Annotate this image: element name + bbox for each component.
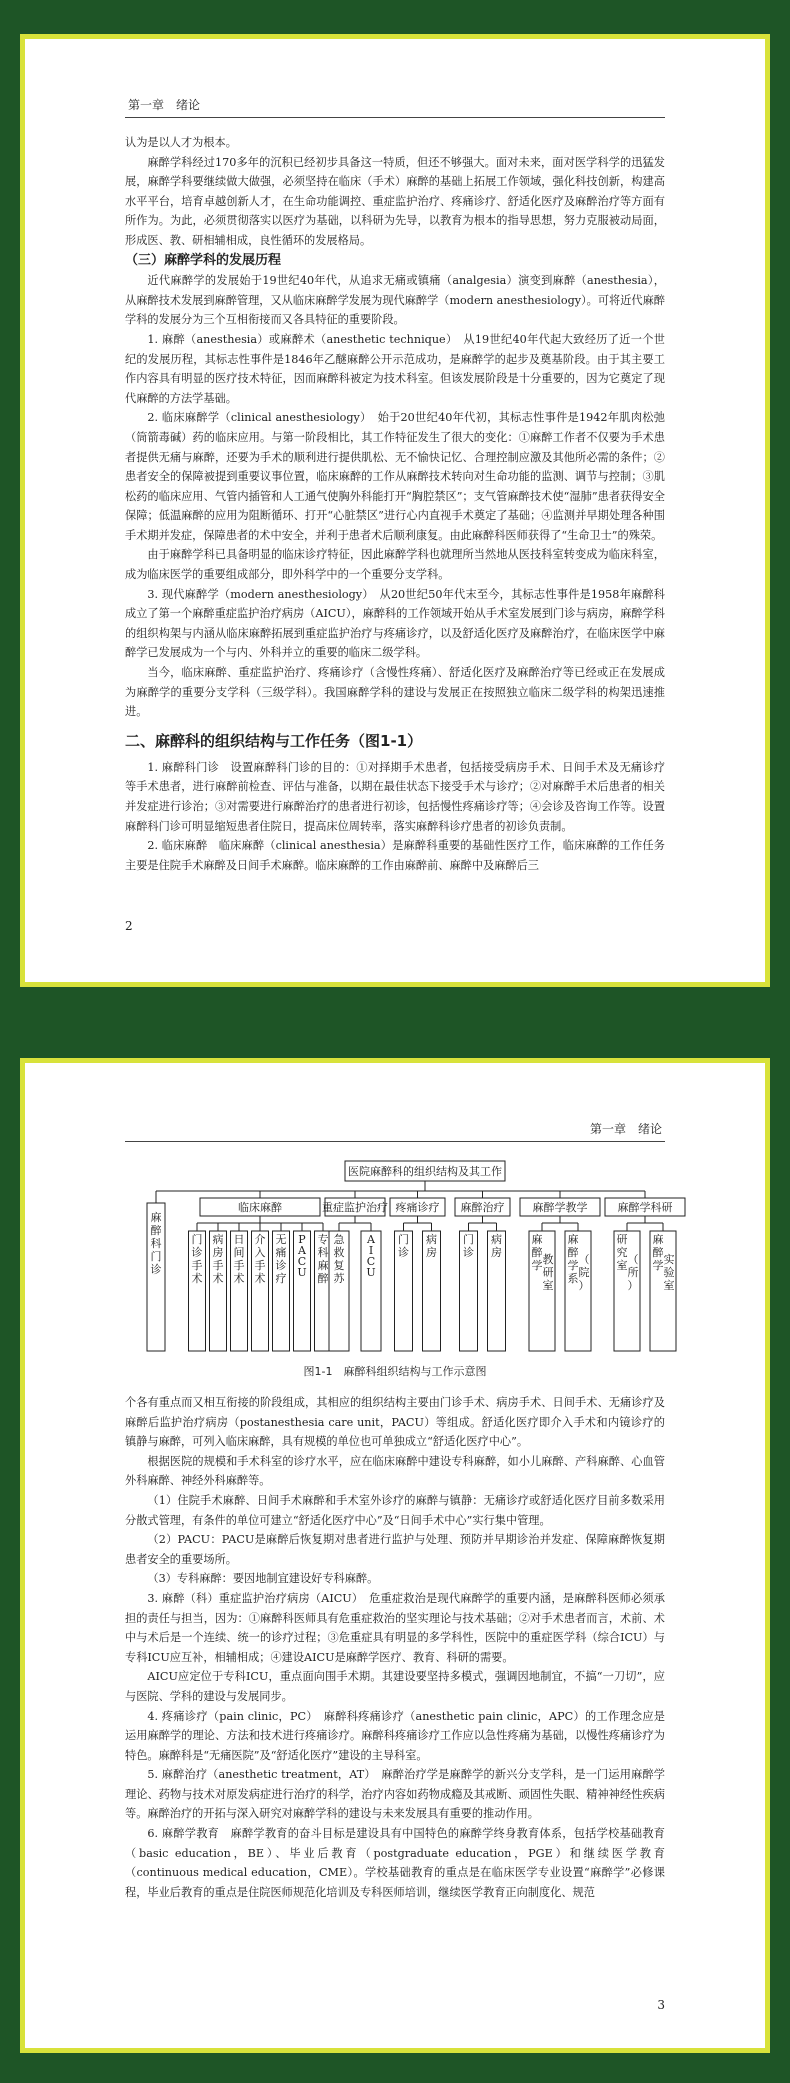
running-header: 第一章 绪论 [128,98,201,112]
chart-leaf-label: 日间手术 [233,1233,245,1285]
chart-leaf-label: （所） [627,1253,639,1292]
book-page-2 [20,34,770,987]
page-body [125,133,665,875]
chart-leaf-label: 麻醉学 [652,1233,664,1272]
chart-leaf-label: 门诊手术 [191,1233,203,1285]
chart-group-label: 重症监护治疗 [322,1201,388,1214]
chart-leaf-label: 门诊 [463,1233,474,1259]
paragraph: 麻醉学科经过170多年的沉积已经初步具备这一特质，但还不够强大。面对未来，面对医学科学的迅猛发展，麻醉学科要继续做大做强，必须坚持在临床（手术）麻醉的基础上拓展工作领域，强化科技创新，构建高水平平台，培育卓越创新人才，在生命功能调控、重症监护治疗、疼痛诊疗、舒适化医疗及麻醉治疗等方面有所作为。为此，必须贯彻落实以医疗为基础，以科研为先导，以教育为根本的指导思想，努力克服被动局面，形成医、教、研相辅相成，良性循环的发展格局。 [125,155,665,247]
paragraph: 个各有重点而又相互衔接的阶段组成，其相应的组织结构主要由门诊手术、病房手术、日间手术、无痛诊疗及麻醉后监护治疗病房（postanesthesia care unit，PACU）等组成。舒适化医疗即介入手术和内镜诊疗的镇静与麻醉，可列入临床麻醉，具有规模的单位也可单独成立“舒适化医疗中心”。 [125,1396,665,1449]
chart-root-label: 医院麻醉科的组织结构及其工作 [348,1165,502,1178]
chart-leaf-label: 病房 [426,1233,437,1259]
paragraph: 2. 临床麻醉学（clinical anesthesiology） 始于20世纪40年代初，其标志性事件是1942年肌肉松弛（筒箭毒碱）药的临床应用。与第一阶段相比，其工作特征发生了很大的变化：①麻醉工作者不仅要为手术患者提供无痛与麻醉，还要为手术的顺利进行提供肌松、无不愉快记忆、合理控制应激及其他所必需的条件；②患者安全的保障被提到重要议事位置，临床麻醉的工作从麻醉技术转向对生命功能的监测、调节与控制；③肌松药的临床应用、气管内插管和人工通气使胸外科能打开“胸腔禁区”；支气管麻醉技术使“湿肺”患者获得安全保障；低温麻醉的应用为阻断循环、打开“心脏禁区”进行心内直视手术奠定了基础；④监测并早期处理各种围手术期并发症，保障患者的术中安全，并利于患者术后顺利康复。由此麻醉科医师获得了“生命卫士”的殊荣。 [125,411,665,542]
book-page-3 [20,1058,770,2053]
paragraph: 认为是以人才为根本。 [125,136,237,149]
chart-leaf-label: 麻醉学系 [567,1233,579,1285]
paragraph: 3. 麻醉（科）重症监护治疗病房（AICU） 危重症救治是现代麻醉学的重要内涵，是麻醉科医师必须承担的责任与担当，因为：①麻醉科医师具有危重症救治的坚实理论与技术基础；②对手术患者而言，术前、术中与术后是一个连续、统一的诊疗过程；③危重症具有明显的多学科性，医院中的重症医学科（综合ICU）与专科ICU应互补，相辅相成；④建设AICU是麻醉学医疗、教育、科研的需要。 [125,1591,665,1664]
chart-leaf-label: 无痛诊疗 [275,1233,287,1285]
subsection-heading: （三）麻醉学科的发展历程 [125,252,282,268]
paragraph: 1. 麻醉（anesthesia）或麻醉术（anesthetic technique） 从19世纪40年代起大致经历了近一个世纪的发展历程，其标志性事件是1846年乙醚麻醉公开示范成功，是麻醉学的起步及奠基阶段。由于其主要工作内容具有明显的医疗技术特征，因而麻醉科被定为技术科室。但该发展阶段是十分重要的，因为它奠定了现代麻醉的方法学基础。 [125,332,665,405]
chart-group-label: 疼痛诊疗 [395,1201,440,1214]
paragraph: （3）专科麻醉：要因地制宜建设好专科麻醉。 [147,1572,379,1586]
page-number: 2 [125,919,133,933]
org-chart-figure [25,1063,765,1363]
chart-leaf-label: 麻醉学 [531,1233,543,1272]
chart-leaf-label: P A C U [297,1233,307,1279]
chart-leaf-label: 教研室 [542,1253,554,1292]
chart-leaf-label: 介入手术 [254,1233,266,1285]
chart-leaf-label: A I C U [366,1233,376,1279]
paragraph: 当今，临床麻醉、重症监护治疗、疼痛诊疗（含慢性疼痛）、舒适化医疗及麻醉治疗等已经或正在发展成为麻醉学的重要分支学科（三级学科）。我国麻醉学科的建设与发展正在按照独立临床二级学科的构架迅速推进。 [125,666,665,719]
chart-group-label: 麻醉学科研 [617,1201,673,1214]
paragraph: 5. 麻醉治疗（anesthetic treatment，AT） 麻醉治疗学是麻醉学的新兴分支学科，是一门运用麻醉学理论、药物与技术对原发病症进行治疗的科学，治疗内容如药物成瘾及其戒断、顽固性失眠、精神神经性疾病等。麻醉治疗的开拓与深入研究对麻醉学科的建设与未来发展具有重要的推动作用。 [125,1768,665,1821]
paragraph: 1. 麻醉科门诊 设置麻醉科门诊的目的：①对择期手术患者，包括接受病房手术、日间手术及无痛诊疗等手术患者，进行麻醉前检查、评估与准备，以期在最佳状态下接受手术与诊疗；②对麻醉手术后患者的相关并发症进行诊治；③对需要进行麻醉治疗的患者进行初诊，包括慢性疼痛诊疗等；④会诊及咨询工作等。设置麻醉科门诊可明显缩短患者住院日，提高床位周转率，落实麻醉科诊疗患者的初诊负责制。 [125,760,665,833]
chart-leaf-label: 实验室 [663,1253,675,1292]
chart-group-label: 临床麻醉 [238,1201,282,1214]
paragraph: （2）PACU：PACU是麻醉后恢复期对患者进行监护与处理、预防并早期诊治并发症、保障麻醉恢复期患者安全的重要场所。 [125,1533,665,1566]
paragraph: 近代麻醉学的发展始于19世纪40年代，从追求无痛或镇痛（analgesia）演变到麻醉（anesthesia），从麻醉技术发展到麻醉管理，又从临床麻醉学发展为现代麻醉学（modern anesthesiology）。可将近代麻醉学科的发展分为三个互相衔接而又各具特征的重要阶段。 [125,274,665,327]
paragraph: 4. 疼痛诊疗（pain clinic，PC） 麻醉科疼痛诊疗（anesthetic pain clinic，APC）的工作理念应是运用麻醉学的理论、方法和技术进行疼痛诊疗。麻醉科疼痛诊疗工作应以急性疼痛为基础，以慢性疼痛诊疗为特色。麻醉科是“无痛医院”及“舒适化医疗”建设的主导科室。 [125,1709,665,1762]
chart-leaf-label: 专科麻醉 [317,1233,329,1285]
paragraph: 由于麻醉学科已具备明显的临床诊疗特征，因此麻醉学科也就理所当然地从医技科室转变成为临床科室，成为临床医学的重要组成部分，即外科学中的一个重要分支学科。 [125,548,665,582]
paragraph: 6. 麻醉学教育 麻醉学教育的奋斗目标是建设具有中国特色的麻醉学终身教育体系，包括学校基础教育（basic education，BE）、毕业后教育（postgraduate education，PGE）和继续医学教育（continuous medical education，CME）。学校基础教育的重点是在临床医学专业设置“麻醉学”必修课程，毕业后教育的重点是住院医师规范化培训及专科医师培训，继续医学教育正向制度化、规范 [125,1827,665,1899]
paragraph: （1）住院手术麻醉、日间手术麻醉和手术室外诊疗的麻醉与镇静：无痛诊疗或舒适化医疗目前多数采用分散式管理，有条件的单位可建立“舒适化医疗中心”及“日间手术中心”实行集中管理。 [125,1493,665,1527]
chart-leaf-label: 病房手术 [212,1233,224,1285]
page-number: 3 [657,1998,665,2012]
chart-group-label: 麻醉学教学 [532,1201,588,1214]
section-heading: 二、麻醉科的组织结构与工作任务（图1-1） [125,731,423,750]
chart-leaf-label: 门诊 [398,1233,409,1259]
paragraph: 2. 临床麻醉 临床麻醉（clinical anesthesia）是麻醉科重要的基础性医疗工作，临床麻醉的工作任务主要是住院手术麻醉及日间手术麻醉。临床麻醉的工作由麻醉前、麻醉中及麻醉后三 [125,839,665,872]
chart-leaf-label: （院） [578,1253,590,1292]
chart-leaf-label: 研究室 [616,1233,628,1272]
header-rule [125,117,665,118]
chart-group-label: 麻醉治疗 [460,1201,505,1214]
chart-clinic-label: 麻醉科门诊 [150,1211,162,1276]
running-header: 第一章 绪论 [589,1122,662,1136]
paragraph: AICU应定位于专科ICU，重点面向围手术期。其建设要坚持多模式，强调因地制宜，不搞“一刀切”，应与医院、学科的建设与发展同步。 [125,1670,665,1703]
figure-caption: 图1-1 麻醉科组织结构与工作示意图 [303,1365,487,1378]
paragraph: 根据医院的规模和手术科室的诊疗水平，应在临床麻醉中建设专科麻醉，如小儿麻醉、产科麻醉、心血管外科麻醉、神经外科麻醉等。 [125,1454,665,1488]
chart-leaf-label: 病房 [491,1233,502,1259]
page-body [125,1393,665,1902]
paragraph: 3. 现代麻醉学（modern anesthesiology） 从20世纪50年代末至今，其标志性事件是1958年麻醉科成立了第一个麻醉重症监护治疗病房（AICU），麻醉科的工作领域开始从手术室发展到门诊与病房，麻醉学科的组织构架与内涵从临床麻醉拓展到重症监护治疗与疼痛诊疗，以及舒适化医疗及麻醉治疗，在临床医学中麻醉学已发展成为一个与内、外科并立的重要的临床二级学科。 [125,587,665,660]
chart-leaf-label: 急救复苏 [333,1233,345,1285]
